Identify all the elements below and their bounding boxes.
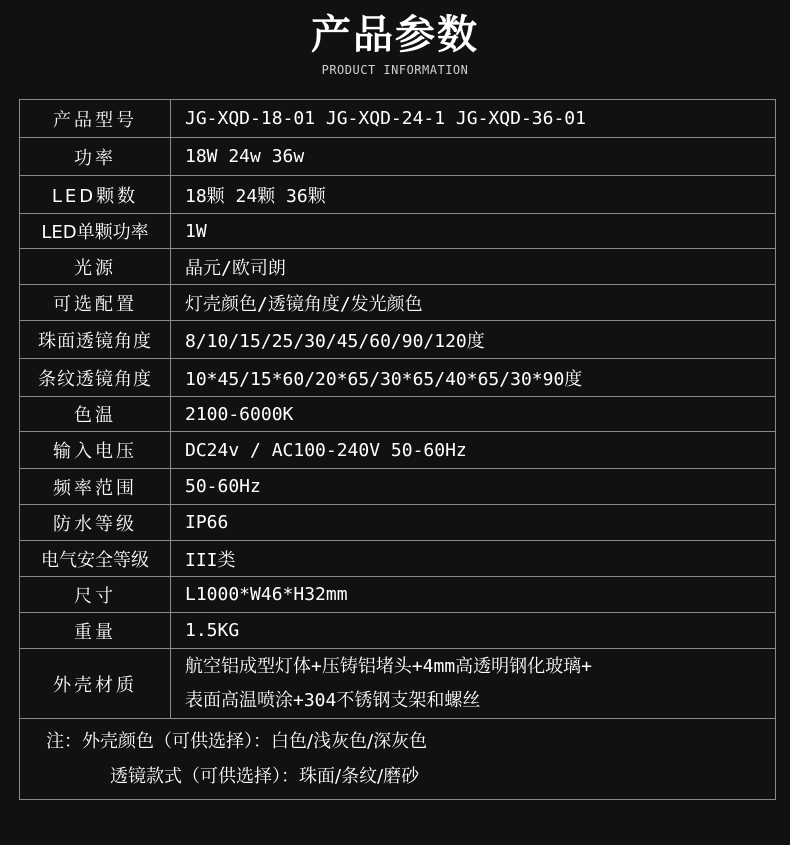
note-cell <box>20 719 776 800</box>
note-line-1: 注：外壳颜色（可供选择）：白色/浅灰色/深灰色 <box>46 731 428 752</box>
row-label: 尺寸 <box>20 577 171 613</box>
row-value: 18W 24w 36w <box>171 138 776 176</box>
row-value: 8/10/15/25/30/45/60/90/120度 <box>171 321 776 359</box>
row-label: 输入电压 <box>20 432 171 469</box>
spec-table <box>19 99 776 800</box>
row-label: 可选配置 <box>20 285 171 321</box>
table-row <box>20 138 776 176</box>
table-row <box>20 577 776 613</box>
row-label: 外壳材质 <box>20 649 171 719</box>
material-line-1: 航空铝成型灯体+压铸铝堵头+4mm高透明钢化玻璃+ <box>185 655 593 677</box>
table-row <box>20 214 776 249</box>
row-value-material <box>171 649 776 719</box>
table-row <box>20 321 776 359</box>
row-label: 频率范围 <box>20 469 171 505</box>
row-value: 晶元/欧司朗 <box>171 249 776 285</box>
material-line-2: 表面高温喷涂+304不锈钢支架和螺丝 <box>185 689 481 711</box>
row-value: 1.5KG <box>171 613 776 649</box>
row-label: LED单颗功率 <box>20 214 171 249</box>
row-value: 10*45/15*60/20*65/30*65/40*65/30*90度 <box>171 359 776 397</box>
table-row <box>20 505 776 541</box>
row-value: L1000*W46*H32mm <box>171 577 776 613</box>
row-label: 色温 <box>20 397 171 432</box>
table-row <box>20 397 776 432</box>
note-line-2: 透镜款式（可供选择）：珠面/条纹/磨砂 <box>110 766 420 787</box>
row-value: 50-60Hz <box>171 469 776 505</box>
table-row <box>20 249 776 285</box>
table-row <box>20 176 776 214</box>
row-label: 条纹透镜角度 <box>20 359 171 397</box>
table-row <box>20 432 776 469</box>
row-label: 重量 <box>20 613 171 649</box>
row-value: DC24v / AC100-240V 50-60Hz <box>171 432 776 469</box>
table-row <box>20 285 776 321</box>
table-row <box>20 100 776 138</box>
table-row <box>20 469 776 505</box>
note-row <box>20 719 776 800</box>
row-value: 18颗 24颗 36颗 <box>171 176 776 214</box>
table-row <box>20 649 776 719</box>
row-label: 产品型号 <box>20 100 171 138</box>
row-value: 灯壳颜色/透镜角度/发光颜色 <box>171 285 776 321</box>
row-value: IP66 <box>171 505 776 541</box>
page-title: 产品参数 <box>311 12 479 58</box>
row-label: 功率 <box>20 138 171 176</box>
row-label: 电气安全等级 <box>20 541 171 577</box>
row-value: 1W <box>171 214 776 249</box>
page-subtitle: PRODUCT INFORMATION <box>321 63 469 77</box>
table-row <box>20 541 776 577</box>
row-label: LED颗数 <box>20 176 171 214</box>
row-label: 防水等级 <box>20 505 171 541</box>
row-value: JG-XQD-18-01 JG-XQD-24-1 JG-XQD-36-01 <box>171 100 776 138</box>
row-value: 2100-6000K <box>171 397 776 432</box>
table-row <box>20 613 776 649</box>
row-value: III类 <box>171 541 776 577</box>
row-label: 光源 <box>20 249 171 285</box>
table-row <box>20 359 776 397</box>
row-label: 珠面透镜角度 <box>20 321 171 359</box>
